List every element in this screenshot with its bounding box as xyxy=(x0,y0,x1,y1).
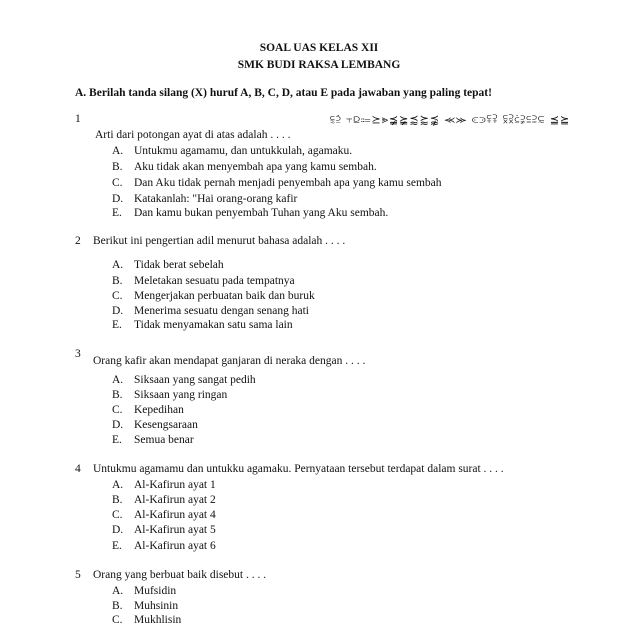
option-d[interactable] xyxy=(112,193,297,205)
option-text: Tidak menyamakan satu sama lain xyxy=(134,319,293,331)
question-stem: Orang kafir akan mendapat ganjaran di neraka dengan . . . . xyxy=(93,355,366,367)
option-b[interactable] xyxy=(112,600,178,612)
option-text: Siksaan yang ringan xyxy=(134,389,228,401)
option-a[interactable] xyxy=(112,374,256,386)
option-text: Siksaan yang sangat pedih xyxy=(134,374,256,386)
option-c[interactable] xyxy=(112,509,216,521)
option-text: Semua benar xyxy=(134,434,194,446)
option-letter: C. xyxy=(112,290,123,302)
option-text: Muhsinin xyxy=(134,600,179,612)
option-letter: D. xyxy=(112,193,124,205)
option-letter: B. xyxy=(112,494,123,506)
question-number: 1 xyxy=(75,113,81,125)
option-d[interactable] xyxy=(112,305,309,317)
option-a[interactable] xyxy=(112,145,352,157)
question-number: 2 xyxy=(75,235,81,247)
option-letter: C. xyxy=(112,177,123,189)
school-name: SMK BUDI RAKSA LEMBANG xyxy=(237,59,401,71)
question-stem: Berikut ini pengertian adil menurut bahasa adalah . . . . xyxy=(93,235,346,247)
option-text: Untukmu agamamu, dan untukkulah, agamaku. xyxy=(134,145,353,157)
option-letter: E. xyxy=(112,434,122,446)
option-a[interactable] xyxy=(112,259,224,271)
option-letter: C. xyxy=(112,404,123,416)
option-text: Dan kamu bukan penyembah Tuhan yang Aku sembah. xyxy=(134,207,389,219)
option-e[interactable] xyxy=(112,540,216,552)
option-text: Menerima sesuatu dengan senang hati xyxy=(134,305,309,317)
option-text: Al-Kafirun ayat 5 xyxy=(134,524,216,536)
option-b[interactable] xyxy=(112,494,216,506)
option-letter: E. xyxy=(112,540,122,552)
option-text: Kepedihan xyxy=(134,404,184,416)
instruction: A. Berilah tanda silang (X) huruf A, B, C, D, atau E pada jawaban yang paling tepat! xyxy=(75,87,492,99)
question-stem: Arti dari potongan ayat di atas adalah . . . . xyxy=(95,129,291,141)
option-a[interactable] xyxy=(112,585,176,597)
option-text: Dan Aku tidak pernah menjadi penyembah apa yang kamu sembah xyxy=(134,177,442,189)
arabic-verse: ⫉⫄ ⫟⫒⩴⪰⪢⪵⪶⪷⪸⪹ ⪻⪼ ⪽⪾⪿⫀ ⫁⫂⫃⫌⫅⫆⫇ ⪳⪴ xyxy=(330,113,571,126)
option-letter: E. xyxy=(112,319,122,331)
option-b[interactable] xyxy=(112,275,295,287)
option-a[interactable] xyxy=(112,479,216,491)
question-number: 3 xyxy=(75,348,81,360)
option-text: Al-Kafirun ayat 6 xyxy=(134,540,216,552)
page-title: SOAL UAS KELAS XII xyxy=(259,42,379,54)
option-letter: D. xyxy=(112,524,124,536)
option-text: Mengerjakan perbuatan baik dan buruk xyxy=(134,290,315,302)
option-letter: C. xyxy=(112,614,123,626)
option-text: Mufsidin xyxy=(134,585,177,597)
question-number: 4 xyxy=(75,463,81,475)
option-b[interactable] xyxy=(112,161,377,173)
option-c[interactable] xyxy=(112,290,315,302)
option-c[interactable] xyxy=(112,177,442,189)
question-stem: Orang yang berbuat baik disebut . . . . xyxy=(93,569,267,581)
option-letter: B. xyxy=(112,389,123,401)
option-text: Katakanlah: "Hai orang-orang kafir xyxy=(134,193,298,205)
option-letter: C. xyxy=(112,509,123,521)
option-e[interactable] xyxy=(112,319,293,331)
option-text: Aku tidak akan menyembah apa yang kamu sembah. xyxy=(134,161,377,173)
option-text: Tidak berat sebelah xyxy=(134,259,224,271)
option-letter: D. xyxy=(112,305,124,317)
option-d[interactable] xyxy=(112,419,198,431)
question-number: 5 xyxy=(75,569,81,581)
option-letter: E. xyxy=(112,207,122,219)
option-text: Al-Kafirun ayat 4 xyxy=(134,509,216,521)
option-letter: B. xyxy=(112,275,123,287)
option-letter: B. xyxy=(112,161,123,173)
option-text: Kesengsaraan xyxy=(134,419,198,431)
option-letter: D. xyxy=(112,419,124,431)
option-c[interactable] xyxy=(112,404,184,416)
option-letter: B. xyxy=(112,600,123,612)
option-d[interactable] xyxy=(112,524,216,536)
option-letter: A. xyxy=(112,585,124,597)
option-text: Al-Kafirun ayat 1 xyxy=(134,479,216,491)
option-text: Al-Kafirun ayat 2 xyxy=(134,494,216,506)
option-b[interactable] xyxy=(112,389,227,401)
question-stem: Untukmu agamamu dan untukku agamaku. Pernyataan tersebut terdapat dalam surat . . . . xyxy=(93,463,504,475)
option-letter: A. xyxy=(112,479,124,491)
option-letter: A. xyxy=(112,145,124,157)
option-letter: A. xyxy=(112,259,124,271)
option-e[interactable] xyxy=(112,434,194,446)
option-letter: A. xyxy=(112,374,124,386)
option-text: Meletakan sesuatu pada tempatnya xyxy=(134,275,295,287)
option-e[interactable] xyxy=(112,207,388,219)
option-c[interactable] xyxy=(112,614,181,626)
option-text: Mukhlisin xyxy=(134,614,182,626)
